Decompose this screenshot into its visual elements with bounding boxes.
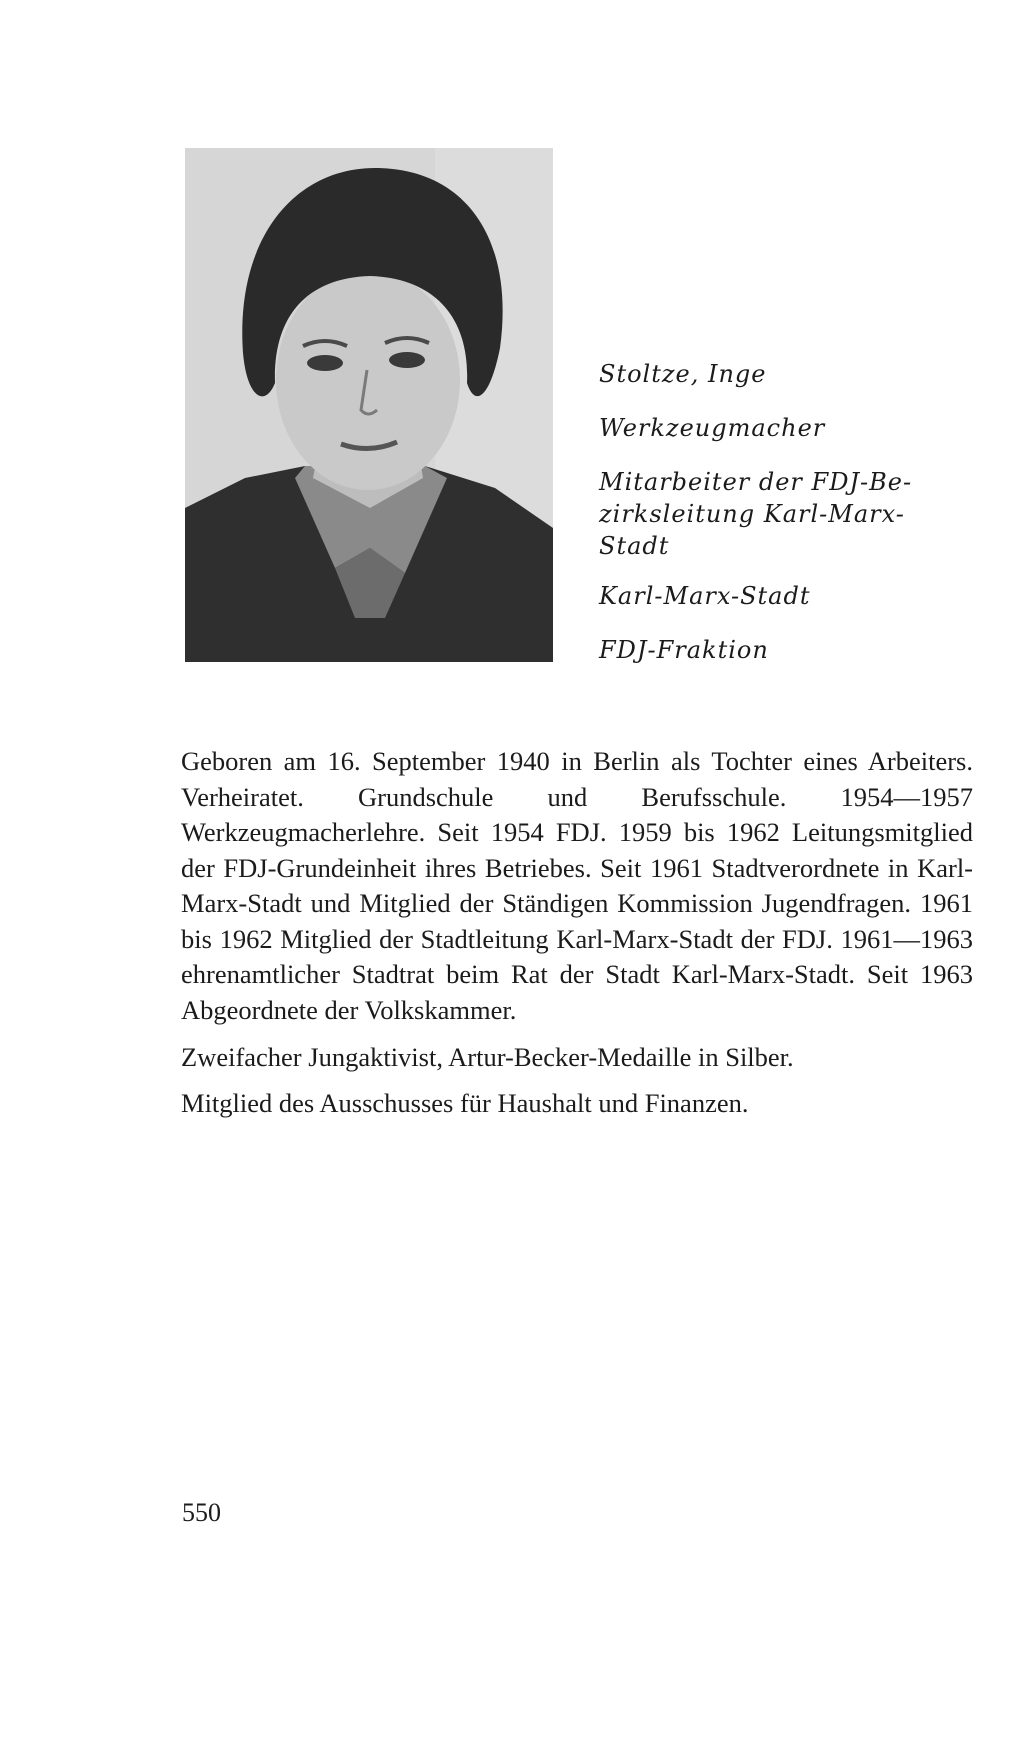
- page-number: 550: [182, 1498, 221, 1527]
- member-constituency: Karl-Marx-Stadt: [599, 582, 811, 610]
- awards-paragraph: Zweifacher Jungaktivist, Artur-Becker-Medaille in Silber.: [181, 1042, 794, 1072]
- biography: [181, 744, 973, 1131]
- member-name: Stoltze, Inge: [599, 360, 767, 388]
- portrait-photo: [185, 148, 553, 662]
- member-info: [599, 358, 939, 688]
- committee-paragraph: Mitglied des Ausschusses für Haushalt und Finanzen.: [181, 1087, 749, 1118]
- member-faction: FDJ-Fraktion: [599, 636, 769, 664]
- biography-paragraph: Geboren am 16. September 1940 in Berlin als Tochter eines Arbeiters. Verheiratet. Grundschule und Berufsschule. 1954—1957 Werkzeugmacherlehre. Seit 1954 FDJ. 1959 bis 1962 Leitungsmitglied der FDJ-Grundeinheit ihres Betriebes. Seit 1961 Stadtverordnete in Karl-Marx-Stadt und Mitglied der Ständigen Kommission Jugendfragen. 1961 bis 1962 Mitglied der Stadtleitung Karl-Marx-Stadt der FDJ. 1961—1963 ehrenamtlicher Stadtrat beim Rat der Stadt Karl-Marx-Stadt. Seit 1963 Abgeordnete der Volkskammer.: [181, 746, 973, 1025]
- member-profession: Werkzeugmacher: [599, 414, 826, 442]
- portrait-illustration: [185, 148, 553, 662]
- member-position: Mitarbeiter der FDJ-Be- zirksleitung Karl-Marx- Stadt: [599, 468, 913, 560]
